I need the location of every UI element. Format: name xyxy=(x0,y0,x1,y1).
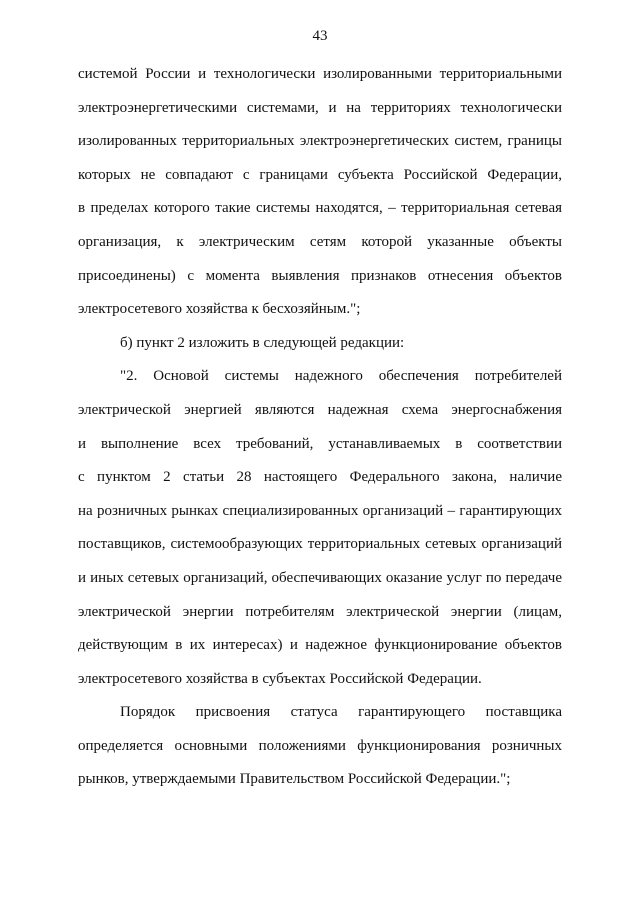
text-line: с пунктом 2 статьи 28 настоящего Федерального закона, наличие xyxy=(78,469,562,486)
text-line: определяется основными положениями функционирования розничных xyxy=(78,737,562,754)
text-line: рынков, утверждаемыми Правительством Российской Федерации."; xyxy=(78,771,511,788)
text-line: которых не совпадают с границами субъекта Российской Федерации, xyxy=(78,166,562,183)
text-line: поставщиков, системообразующих территориальных сетевых организаций xyxy=(78,536,562,553)
text-line: электроэнергетическими системами, и на территориях технологически xyxy=(78,99,562,116)
text-line: в пределах которого такие системы находятся, – территориальная сетевая xyxy=(78,200,562,217)
text-line: действующим в их интересах) и надежное функционирование объектов xyxy=(78,637,562,654)
text-line: и иных сетевых организаций, обеспечивающих оказание услуг по передаче xyxy=(78,569,562,586)
text-line: изолированных территориальных электроэнергетических систем, границы xyxy=(78,133,562,150)
paragraph xyxy=(78,327,562,361)
text-line: электрической энергии потребителям электрической энергии (лицам, xyxy=(78,603,562,620)
paragraph xyxy=(78,360,562,696)
paragraph xyxy=(78,696,562,797)
text-line: и выполнение всех требований, устанавливаемых в соответствии xyxy=(78,435,562,452)
text-line: б) пункт 2 изложить в следующей редакции: xyxy=(120,334,405,351)
text-line: присоединены) с момента выявления признаков отнесения объектов xyxy=(78,267,562,284)
text-line: Порядок присвоения статуса гарантирующего поставщика xyxy=(120,704,562,721)
document-body xyxy=(78,58,562,797)
text-line: организация, к электрическим сетям которой указанные объекты xyxy=(78,233,562,250)
text-line: на розничных рынках специализированных организаций – гарантирующих xyxy=(78,502,562,519)
paragraph xyxy=(78,58,562,327)
text-line: электросетевого хозяйства в субъектах Российской Федерации. xyxy=(78,670,482,687)
text-line: "2. Основой системы надежного обеспечения потребителей xyxy=(120,368,562,385)
text-line: системой России и технологически изолированными территориальными xyxy=(78,66,562,82)
text-line: электросетевого хозяйства к бесхозяйным."; xyxy=(78,301,361,318)
page-number: 43 xyxy=(312,28,328,44)
text-line: электрической энергией являются надежная схема энергоснабжения xyxy=(78,401,562,418)
